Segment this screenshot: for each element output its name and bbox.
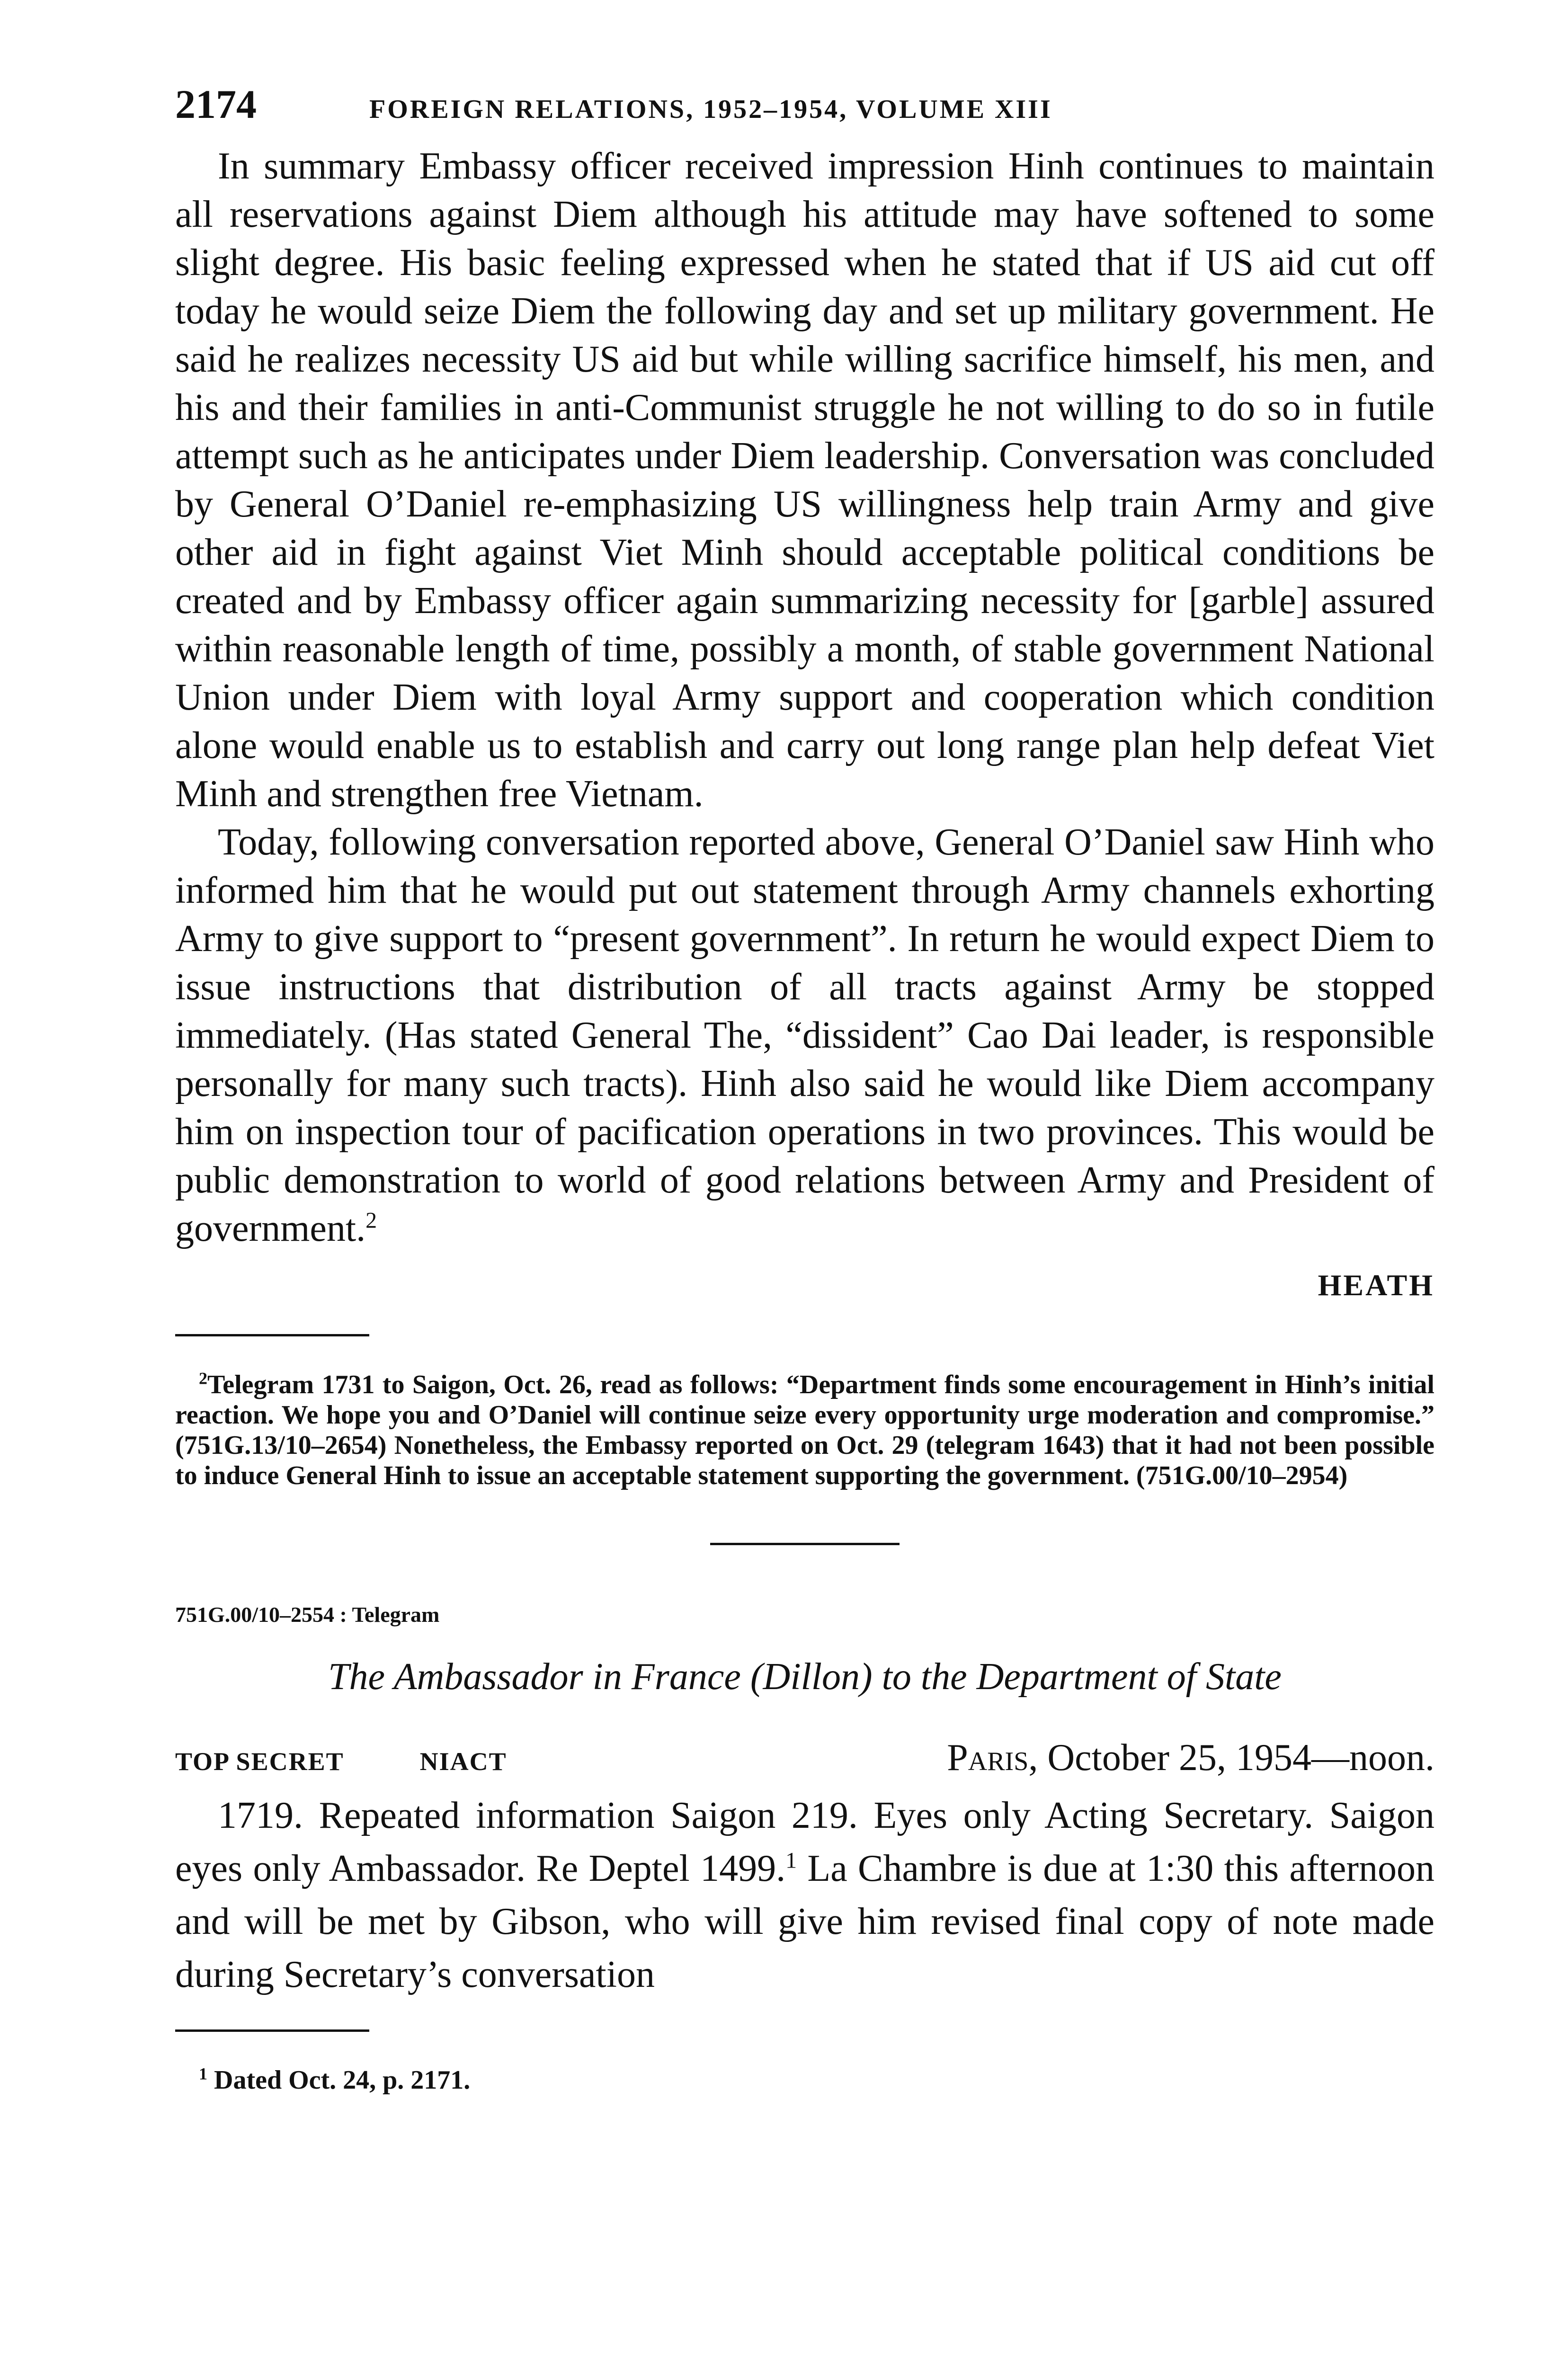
paragraph-text: La Chambre is due at 1:30 this afternoon and will be met by Gibson, who will give him revised final copy of note made during Secretary’s conversation [175,1848,1434,1995]
telegram-paragraph [175,1789,1434,2001]
paragraph-text: Today, following conversation reported above, General O’Daniel saw Hinh who informed him that he would put out statement through Army channels exhorting Army to give support to “present government”. In return he would expect Diem to issue instructions that distribution of all tracts against Army be stopped immediately. (Has stated General The, “dissident” Cao Dai leader, is responsible personally for many such tracts). Hinh also said he would like Diem accompany him on inspection tour of pacification operations in two provinces. This would be public demonstration to world of good relations between Army and President of government. [175,821,1434,1249]
paragraph-text: 1719. Repeated information Saigon 219. Eyes only Acting Secretary. Saigon eyes only Ambassador. Re Deptel 1499. [175,1795,1434,1889]
dateline-date: October 25, 1954—noon. [1047,1737,1434,1779]
dateline [947,1736,1434,1780]
document-file-id: 751G.00/10–2554 : Telegram [175,1602,440,1627]
signature: HEATH [1318,1268,1434,1302]
footnote [175,2065,1434,2095]
body-paragraph [175,818,1434,1253]
precedence: NIACT [419,1747,507,1776]
footnote-text: Dated Oct. 24, p. 2171. [214,2065,471,2095]
classification: TOP SECRET [175,1747,344,1776]
dateline-city: Paris, [947,1737,1038,1779]
footnote-divider [175,2029,369,2032]
footnote-reference[interactable]: 1 [785,1848,797,1873]
document-title: The Ambassador in France (Dillon) to the Department of State [328,1656,1282,1698]
running-head: FOREIGN RELATIONS, 1952–1954, VOLUME XIII [369,95,1052,124]
footnote-marker: 2 [199,1369,207,1388]
document-meta [175,1736,1434,1780]
footnote [175,1370,1434,1491]
page-number: 2174 [175,81,257,127]
footnote-reference[interactable]: 2 [365,1208,377,1233]
footnote-divider [175,1334,369,1336]
footnote-marker: 1 [199,2064,207,2083]
classification-line [175,1747,507,1776]
section-divider [710,1543,900,1545]
page-header [175,80,1434,142]
document-page [175,80,1434,2095]
body-paragraph: In summary Embassy officer received impression Hinh continues to maintain all reservations against Diem although his attitude may have softened to some slight degree. His basic feeling expressed when he stated that if US aid cut off today he would seize Diem the following day and set up military government. He said he realizes necessity US aid but while willing sacrifice himself, his men, and his and their families in anti-Communist struggle he not willing to do so in futile attempt such as he anticipates under Diem leadership. Conversation was concluded by General O’Daniel re-emphasizing US willingness help train Army and give other aid in fight against Viet Minh should acceptable political conditions be created and by Embassy officer again summarizing necessity for [garble] assured within reasonable length of time, possibly a month, of stable government National Union under Diem with loyal Army support and cooperation which condition alone would enable us to establish and carry out long range plan help defeat Viet Minh and strengthen free Vietnam. [175,145,1434,815]
footnote-text: Telegram 1731 to Saigon, Oct. 26, read as follows: “Department finds some encouragement in Hinh’s initial reaction. We hope you and O’Daniel will continue seize every opportunity urge moderation and compromise.” (751G.13/10–2654) Nonetheless, the Embassy reported on Oct. 29 (telegram 1643) that it had not been possible to induce General Hinh to issue an acceptable statement supporting the government. (751G.00/10–2954) [175,1370,1434,1490]
